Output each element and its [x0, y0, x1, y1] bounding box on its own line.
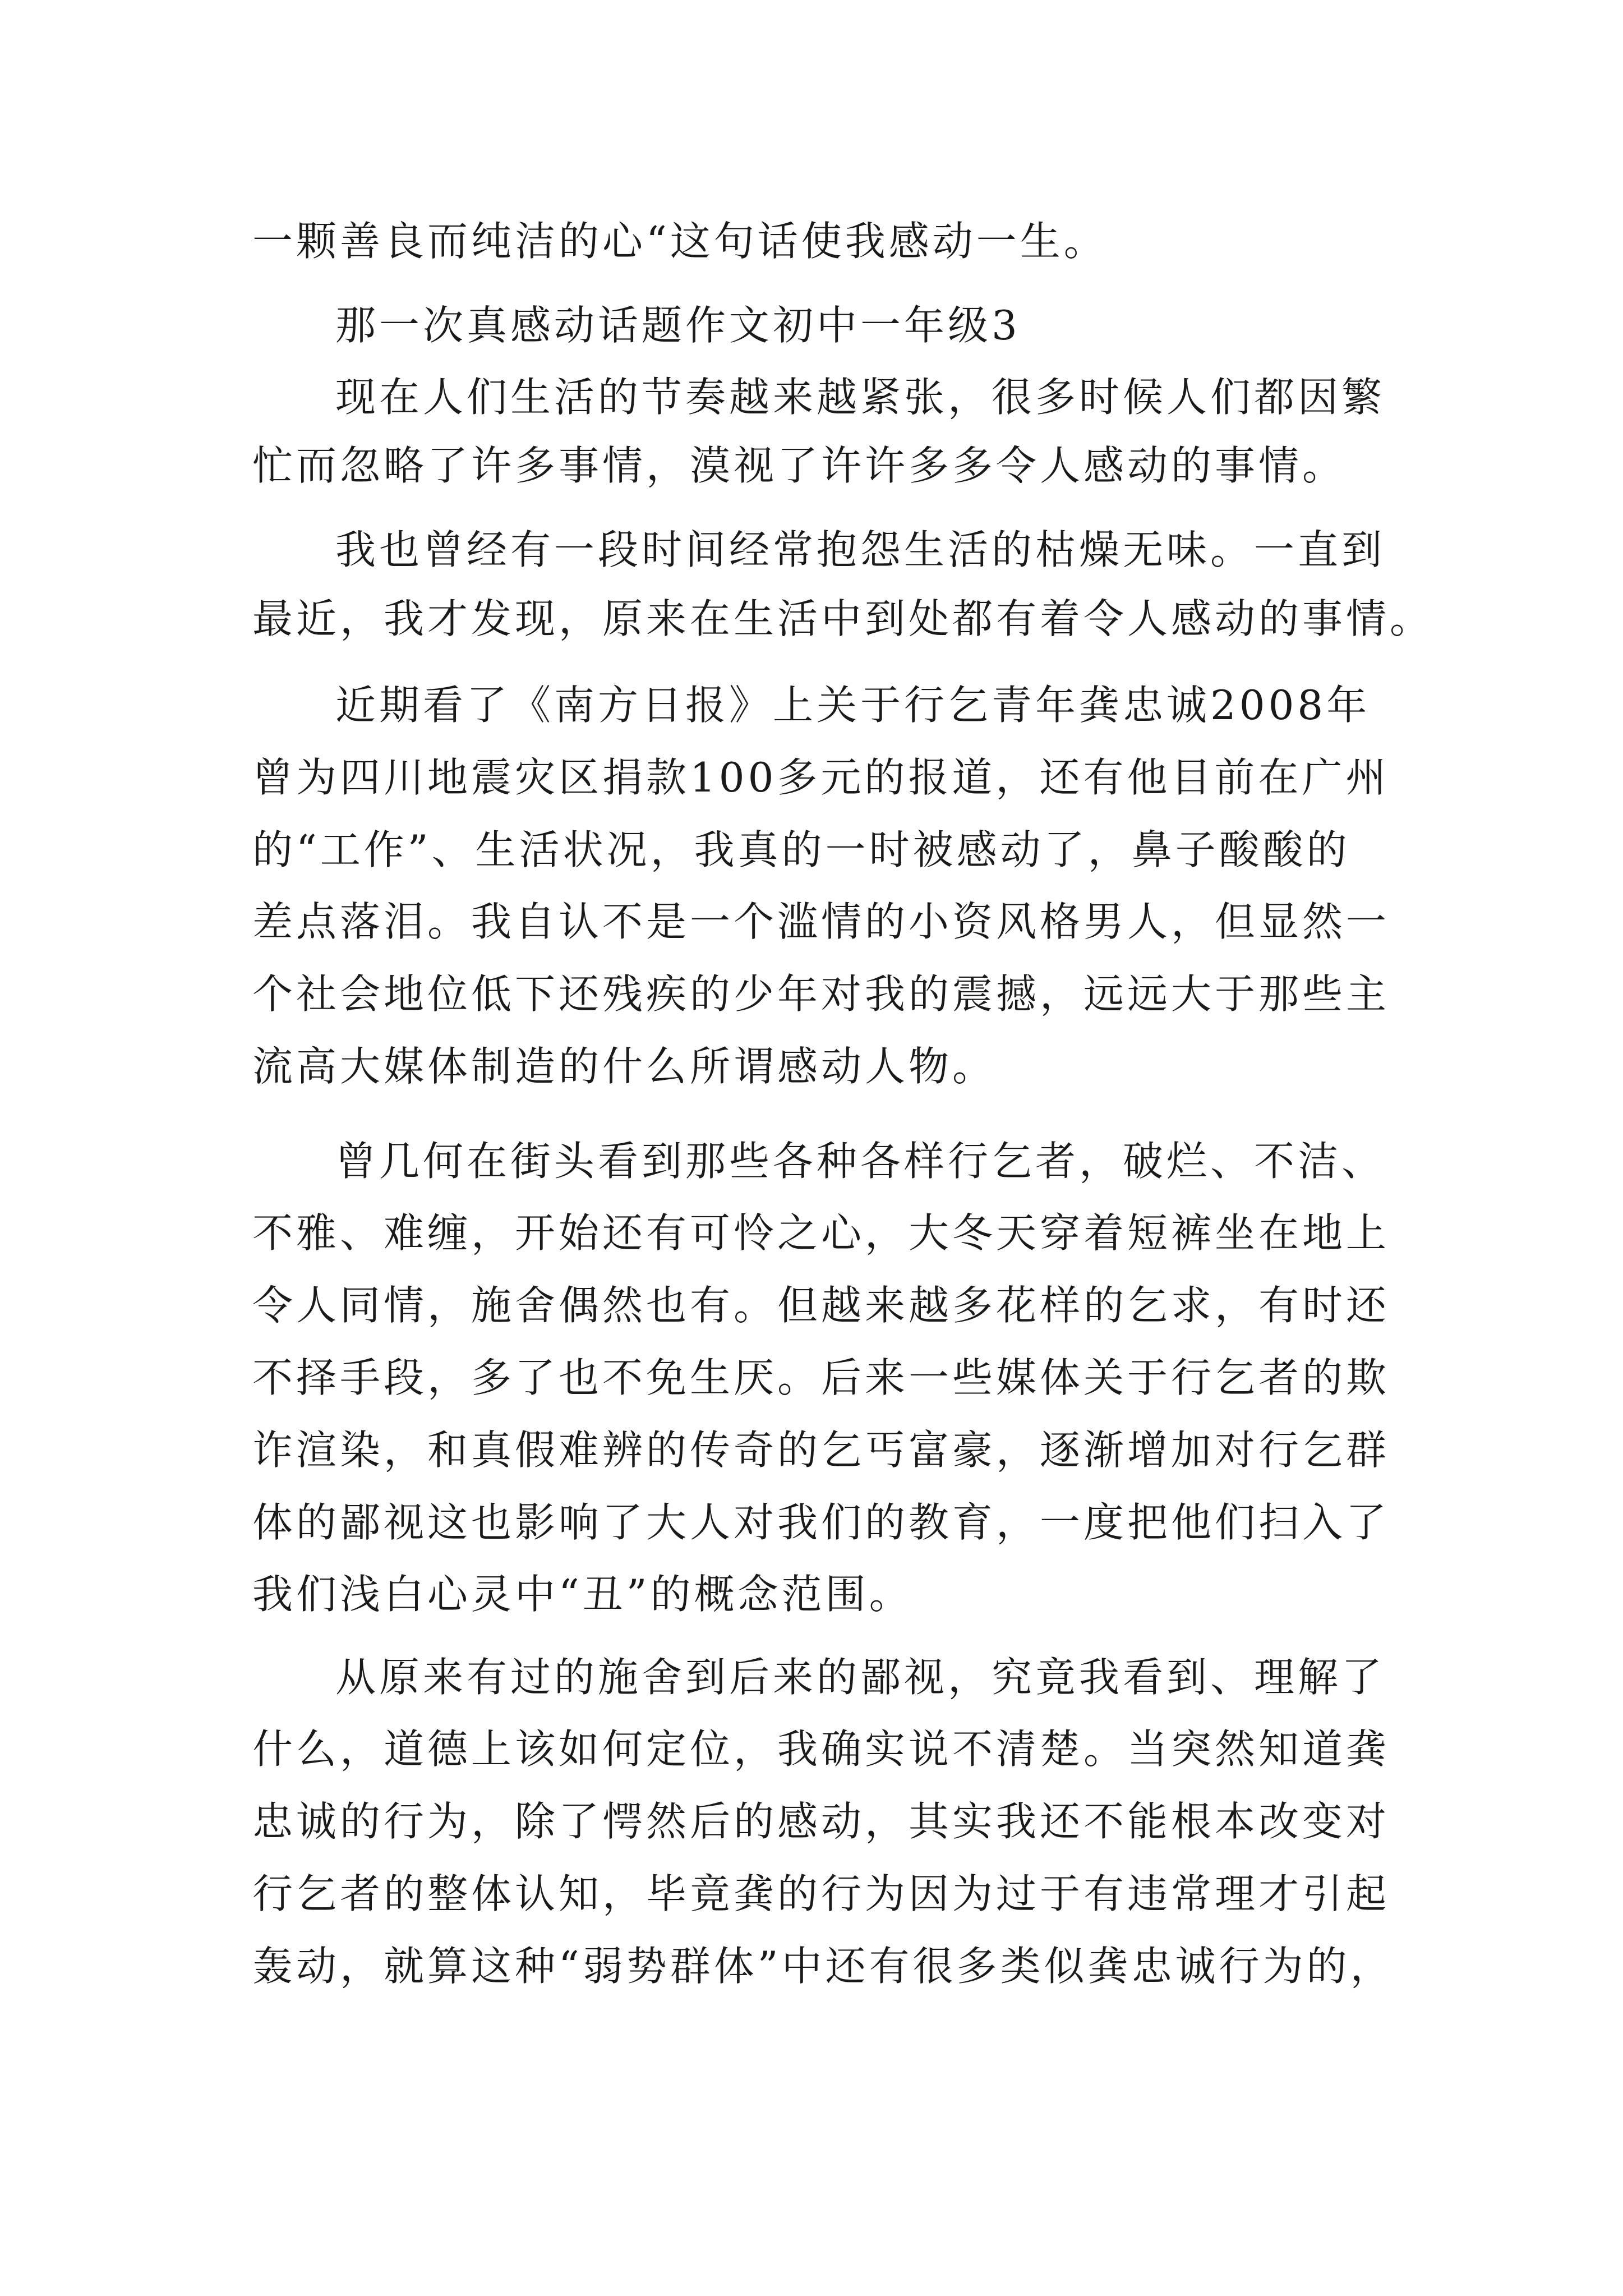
text-line: 不择手段，多了也不免生厌。后来一些媒体关于行乞者的欺 [252, 1354, 1390, 1401]
text-line: 的“工作”、生活状况，我真的一时被感动了，鼻子酸酸的 [252, 826, 1350, 873]
text-line: 体的鄙视这也影响了大人对我们的教育，一度把他们扫入了 [252, 1499, 1390, 1546]
text-line: 忠诚的行为，除了愕然后的感动，其实我还不能根本改变对 [252, 1798, 1390, 1845]
text-line: 从原来有过的施舍到后来的鄙视，究竟我看到、理解了 [335, 1654, 1386, 1701]
text-line: 流高大媒体制造的什么所谓感动人物。 [252, 1043, 997, 1090]
text-line: 差点落泪。我自认不是一个滥情的小资风格男人，但显然一 [252, 898, 1390, 945]
text-line: 曾为四川地震灾区捐款100多元的报道，还有他目前在广州 [252, 754, 1390, 801]
text-line: 个社会地位低下还残疾的少年对我的震撼，远远大于那些主 [252, 970, 1390, 1018]
text-line: 轰动，就算这种“弱势群体”中还有很多类似龚忠诚行为的， [252, 1943, 1394, 1990]
text-line: 诈渲染，和真假难辨的传奇的乞丐富豪，逐渐增加对行乞群 [252, 1427, 1390, 1474]
text-line: 令人同情，施舍偶然也有。但越来越多花样的乞求，有时还 [252, 1282, 1390, 1329]
text-line: 现在人们生活的节奏越来越紧张，很多时候人们都因繁 [335, 374, 1386, 421]
section-heading: 那一次真感动话题作文初中一年级3 [335, 302, 1021, 349]
text-line: 曾几何在街头看到那些各种各样行乞者，破烂、不洁、 [335, 1138, 1386, 1185]
text-line: 行乞者的整体认知，毕竟龚的行为因为过于有违常理才引起 [252, 1870, 1390, 1917]
text-line: 近期看了《南方日报》上关于行乞青年龚忠诚2008年 [335, 682, 1371, 729]
text-line: 什么，道德上该如何定位，我确实说不清楚。当突然知道龚 [252, 1726, 1390, 1773]
text-line: 不雅、难缠，开始还有可怜之心，大冬天穿着短裤坐在地上 [252, 1209, 1390, 1257]
text-line: 我也曾经有一段时间经常抱怨生活的枯燥无味。一直到 [335, 526, 1386, 573]
text-line: 我们浅白心灵中“丑”的概念范围。 [252, 1571, 913, 1618]
text-line: 忙而忽略了许多事情，漠视了许许多多令人感动的事情。 [252, 442, 1347, 489]
text-line: 一颗善良而纯洁的心“这句话使我感动一生。 [252, 218, 1108, 265]
text-line: 最近，我才发现，原来在生活中到处都有着令人感动的事情。 [252, 595, 1434, 642]
